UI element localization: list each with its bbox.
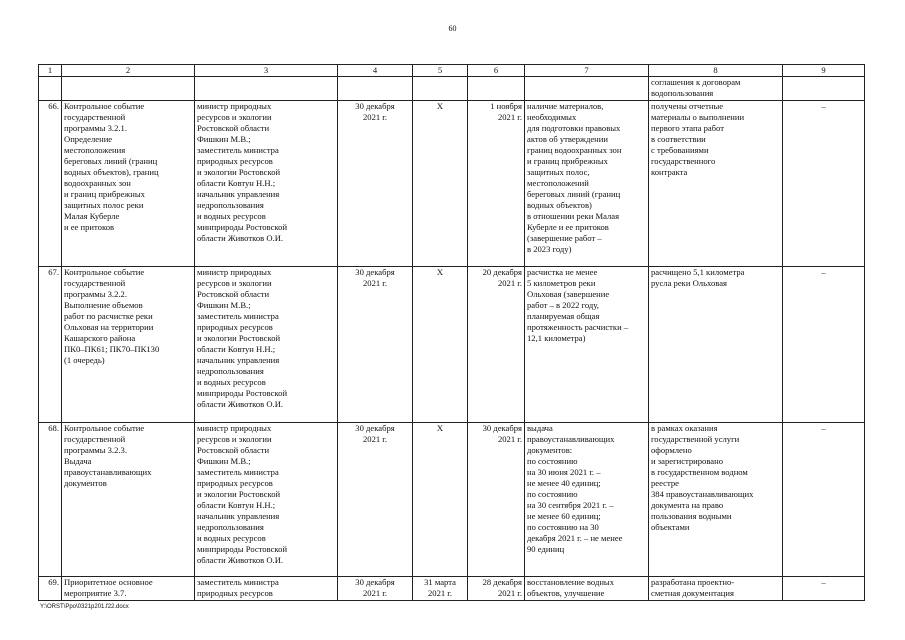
column-number-row <box>39 65 865 77</box>
fact-date-cell: 30 декабря 2021 г. <box>468 423 525 577</box>
col9-cell: – <box>783 101 865 267</box>
result-fact-cell: получены отчетные материалы о выполнении первого этапа работ в соответствии с требованиями государственного контракта <box>649 101 783 267</box>
event-cell: Приоритетное основное мероприятие 3.7. <box>62 577 195 601</box>
report-table <box>38 64 865 601</box>
result-fact-cell: расчищено 5,1 километра русла реки Ольховая <box>649 267 783 423</box>
file-path-footer: Y:\ORST\Ppo\0321p201.f22.docx <box>40 604 129 610</box>
responsible-cell: министр природных ресурсов и экологии Ростовской области Фишкин М.В.; заместитель министра природных ресурсов и экологии Ростовской области Ковтун Н.Н.; начальник управления недропользования и водных ресурсов минприроды Ростовской области Животков О.И. <box>195 101 338 267</box>
result-plan-cell: расчистка не менее 5 километров реки Ольховая (завершение работ – в 2022 году, планируемая общая протяженность расчистки – 12,1 километра) <box>525 267 649 423</box>
event-cell: Контрольное событие государственной программы 3.2.2. Выполнение объемов работ по расчистке реки Ольховая на территории Кашарского района ПК0–ПК61; ПК70–ПК130 (1 очередь) <box>62 267 195 423</box>
col5-cell: Х <box>413 101 468 267</box>
result-plan-cell: наличие материалов, необходимых для подготовки правовых актов об утверждении границ водоохранных зон и границ прибрежных защитных полос, местоположений береговых линий (границ водных объектов) в отношении реки Малая Куберле и ее притоков (завершение работ – в 2023 году) <box>525 101 649 267</box>
fact-date-cell: 20 декабря 2021 г. <box>468 267 525 423</box>
column-header: 4 <box>338 65 413 77</box>
result-plan-cell: выдача правоустанавливающих документов: по состоянию на 30 июня 2021 г. – не менее 40 единиц; по состоянию на 30 сентября 2021 г. – не менее 60 единиц; по состоянию на 30 декабря 2021 г. – не менее 90 единиц <box>525 423 649 577</box>
responsible-cell: министр природных ресурсов и экологии Ростовской области Фишкин М.В.; заместитель министра природных ресурсов и экологии Ростовской области Ковтун Н.Н.; начальник управления недропользования и водных ресурсов минприроды Ростовской области Животков О.И. <box>195 423 338 577</box>
plan-date-cell: 30 декабря 2021 г. <box>338 101 413 267</box>
col5-cell: Х <box>413 423 468 577</box>
column-header: 5 <box>413 65 468 77</box>
row-number: 67. <box>39 267 62 423</box>
column-header: 1 <box>39 65 62 77</box>
plan-date-cell: 30 декабря 2021 г. <box>338 423 413 577</box>
fact-date-cell: 1 ноября 2021 г. <box>468 101 525 267</box>
continuation-text: соглашения к договорам водопользования <box>649 77 783 101</box>
page-number: 60 <box>448 24 457 33</box>
result-fact-cell: разработана проектно- сметная документация <box>649 577 783 601</box>
col9-cell: – <box>783 267 865 423</box>
result-fact-cell: в рамках оказания государственной услуги оформлено и зарегистрировано в государственном водном реестре 384 правоустанавливающих документа на право пользования водными объектами <box>649 423 783 577</box>
responsible-cell: министр природных ресурсов и экологии Ростовской области Фишкин М.В.; заместитель министра природных ресурсов и экологии Ростовской области Ковтун Н.Н.; начальник управления недропользования и водных ресурсов минприроды Ростовской области Животков О.И. <box>195 267 338 423</box>
col5-cell: 31 марта 2021 г. <box>413 577 468 601</box>
column-header: 2 <box>62 65 195 77</box>
fact-date-cell: 28 декабря 2021 г. <box>468 577 525 601</box>
continuation-row <box>39 77 865 101</box>
table-row <box>39 577 865 601</box>
col5-cell: Х <box>413 267 468 423</box>
col9-cell: – <box>783 577 865 601</box>
column-header: 8 <box>649 65 783 77</box>
table-row <box>39 101 865 267</box>
row-number: 69. <box>39 577 62 601</box>
col9-cell: – <box>783 423 865 577</box>
column-header: 7 <box>525 65 649 77</box>
event-cell: Контрольное событие государственной программы 3.2.1. Определение местоположения береговых линий (границ водных объектов), границ водоохранных зон и границ прибрежных защитных полос реки Малая Куберле и ее притоков <box>62 101 195 267</box>
event-cell: Контрольное событие государственной программы 3.2.3. Выдача правоустанавливающих документов <box>62 423 195 577</box>
column-header: 3 <box>195 65 338 77</box>
table-row <box>39 423 865 577</box>
responsible-cell: заместитель министра природных ресурсов <box>195 577 338 601</box>
row-number: 66. <box>39 101 62 267</box>
plan-date-cell: 30 декабря 2021 г. <box>338 267 413 423</box>
column-header: 6 <box>468 65 525 77</box>
plan-date-cell: 30 декабря 2021 г. <box>338 577 413 601</box>
result-plan-cell: восстановление водных объектов, улучшение <box>525 577 649 601</box>
table-row <box>39 267 865 423</box>
column-header: 9 <box>783 65 865 77</box>
row-number: 68. <box>39 423 62 577</box>
